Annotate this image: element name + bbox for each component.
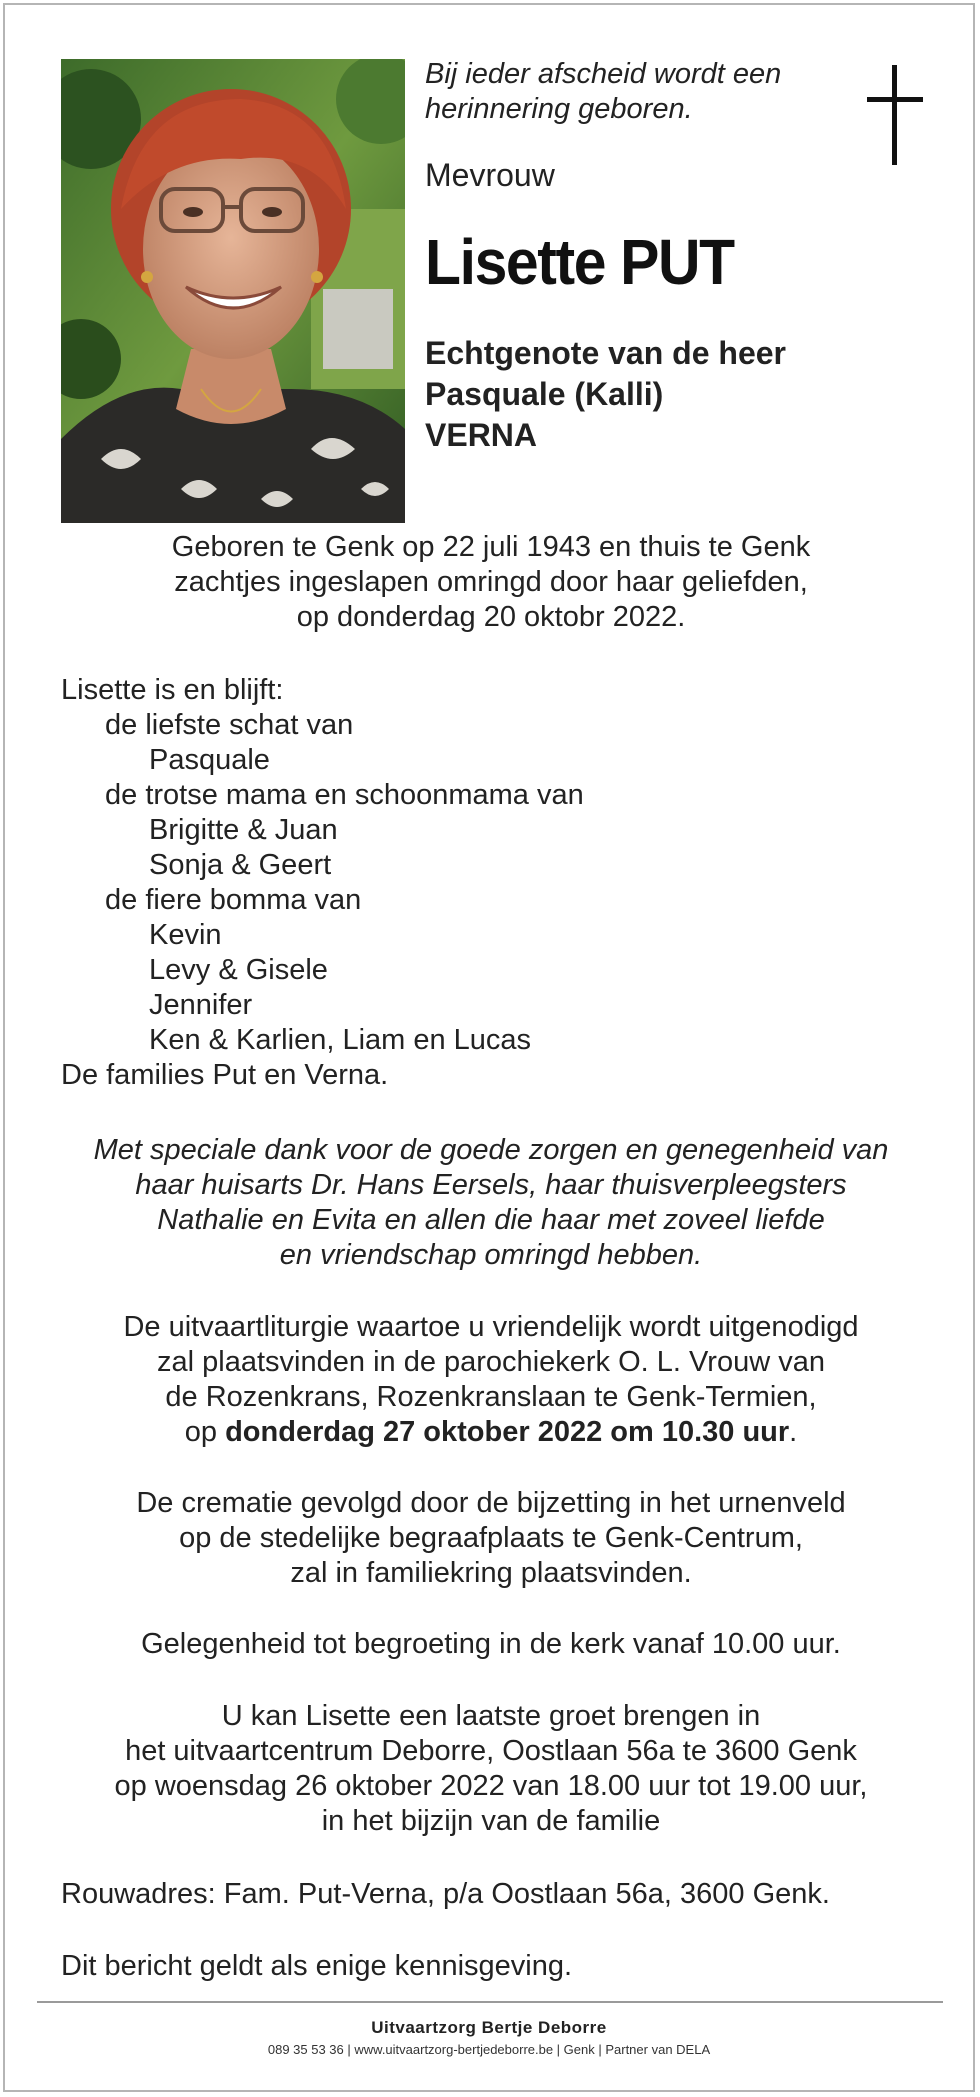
- spouse-line: Pasquale (Kalli): [425, 376, 664, 412]
- cremation-line: zal in familiekring plaatsvinden.: [290, 1557, 692, 1589]
- funeral-line: zal plaatsvinden in de parochiekerk O. L. Vrouw van: [157, 1346, 825, 1378]
- quote-line: herinnering geboren.: [425, 93, 693, 125]
- family-member: Jennifer: [149, 989, 253, 1021]
- spouse-line: VERNA: [425, 417, 538, 453]
- funeral-line: de Rozenkrans, Rozenkranslaan te Genk-Termien,: [165, 1381, 817, 1413]
- visit-line: U kan Lisette een laatste groet brengen in: [221, 1700, 761, 1732]
- mourning-address: [61, 1877, 941, 1912]
- family-member: Levy & Gisele: [149, 954, 328, 986]
- family-member: Ken & Karlien, Liam en Lucas: [149, 1024, 532, 1056]
- visit-line: in het bijzijn van de familie: [321, 1805, 661, 1837]
- funeral-date: donderdag 27 oktober 2022 om 10.30 uur: [225, 1416, 790, 1448]
- family-list: [61, 673, 941, 1093]
- family-member: Brigitte & Juan: [149, 814, 338, 846]
- visit-line: het uitvaartcentrum Deborre, Oostlaan 56a te 3600 Genk: [125, 1735, 857, 1767]
- obituary-card: [3, 3, 975, 2092]
- footer-divider: [37, 2001, 943, 2003]
- family-member: Pasquale: [149, 744, 270, 776]
- cremation-line: op de stedelijke begraafplaats te Genk-Centrum,: [179, 1522, 803, 1554]
- funeral-line: De uitvaartliturgie waartoe u vriendelijk wordt uitgenodigd: [123, 1311, 859, 1343]
- thanks-line: Met speciale dank voor de goede zorgen en genegenheid van: [93, 1134, 889, 1166]
- thanks-line: en vriendschap omringd hebben.: [279, 1239, 703, 1271]
- cremation-line: De crematie gevolgd door de bijzetting in het urnenveld: [136, 1487, 846, 1519]
- footer-contact: 089 35 53 36 | www.uitvaartzorg-bertjedeborre.be | Genk | Partner van DELA: [267, 2042, 711, 2057]
- funeral-section: [61, 1310, 921, 1450]
- visit-line: op woensdag 26 oktober 2022 van 18.00 uur tot 19.00 uur,: [114, 1770, 868, 1802]
- spouse-info: [425, 333, 945, 456]
- spouse-line: Echtgenote van de heer: [425, 335, 786, 371]
- birth-info: [61, 530, 921, 635]
- family-label: de trotse mama en schoonmama van: [105, 779, 584, 811]
- family-member: Kevin: [149, 919, 222, 951]
- deceased-name: Lisette PUT: [425, 226, 734, 298]
- address-line: Rouwadres: Fam. Put-Verna, p/a Oostlaan 56a, 3600 Genk.: [61, 1878, 830, 1910]
- thanks-section: [61, 1133, 921, 1273]
- thanks-line: haar huisarts Dr. Hans Eersels, haar thuisverpleegsters: [135, 1169, 847, 1201]
- funeral-date-line: [61, 1415, 921, 1450]
- families: De families Put en Verna.: [61, 1059, 389, 1091]
- visit-section: [61, 1699, 921, 1839]
- opening-quote: [425, 57, 865, 127]
- notice: [61, 1949, 941, 1984]
- family-intro: Lisette is en blijft:: [61, 674, 284, 706]
- honorific: Mevrouw: [425, 157, 555, 193]
- quote-line: Bij ieder afscheid wordt een: [425, 58, 782, 90]
- portrait-photo: [61, 59, 405, 523]
- birth-line: Geboren te Genk op 22 juli 1943 en thuis te Genk: [171, 531, 811, 563]
- family-label: de fiere bomma van: [105, 884, 362, 916]
- thanks-line: Nathalie en Evita en allen die haar met zoveel liefde: [157, 1204, 825, 1236]
- footer-title: Uitvaartzorg Bertje Deborre: [371, 2018, 607, 2037]
- cross-icon: [867, 65, 923, 165]
- funeral-suffix: .: [789, 1416, 798, 1448]
- birth-line: zachtjes ingeslapen omringd door haar geliefden,: [174, 566, 808, 598]
- funeral-prefix: op: [184, 1416, 218, 1448]
- cremation-section: [61, 1486, 921, 1591]
- birth-line: op donderdag 20 oktobr 2022.: [296, 601, 686, 633]
- notice-line: Dit bericht geldt als enige kennisgeving.: [61, 1950, 573, 1982]
- condolence-line: Gelegenheid tot begroeting in de kerk vanaf 10.00 uur.: [141, 1628, 841, 1660]
- family-label: de liefste schat van: [105, 709, 354, 741]
- family-member: Sonja & Geert: [149, 849, 332, 881]
- condolence-section: [61, 1627, 921, 1662]
